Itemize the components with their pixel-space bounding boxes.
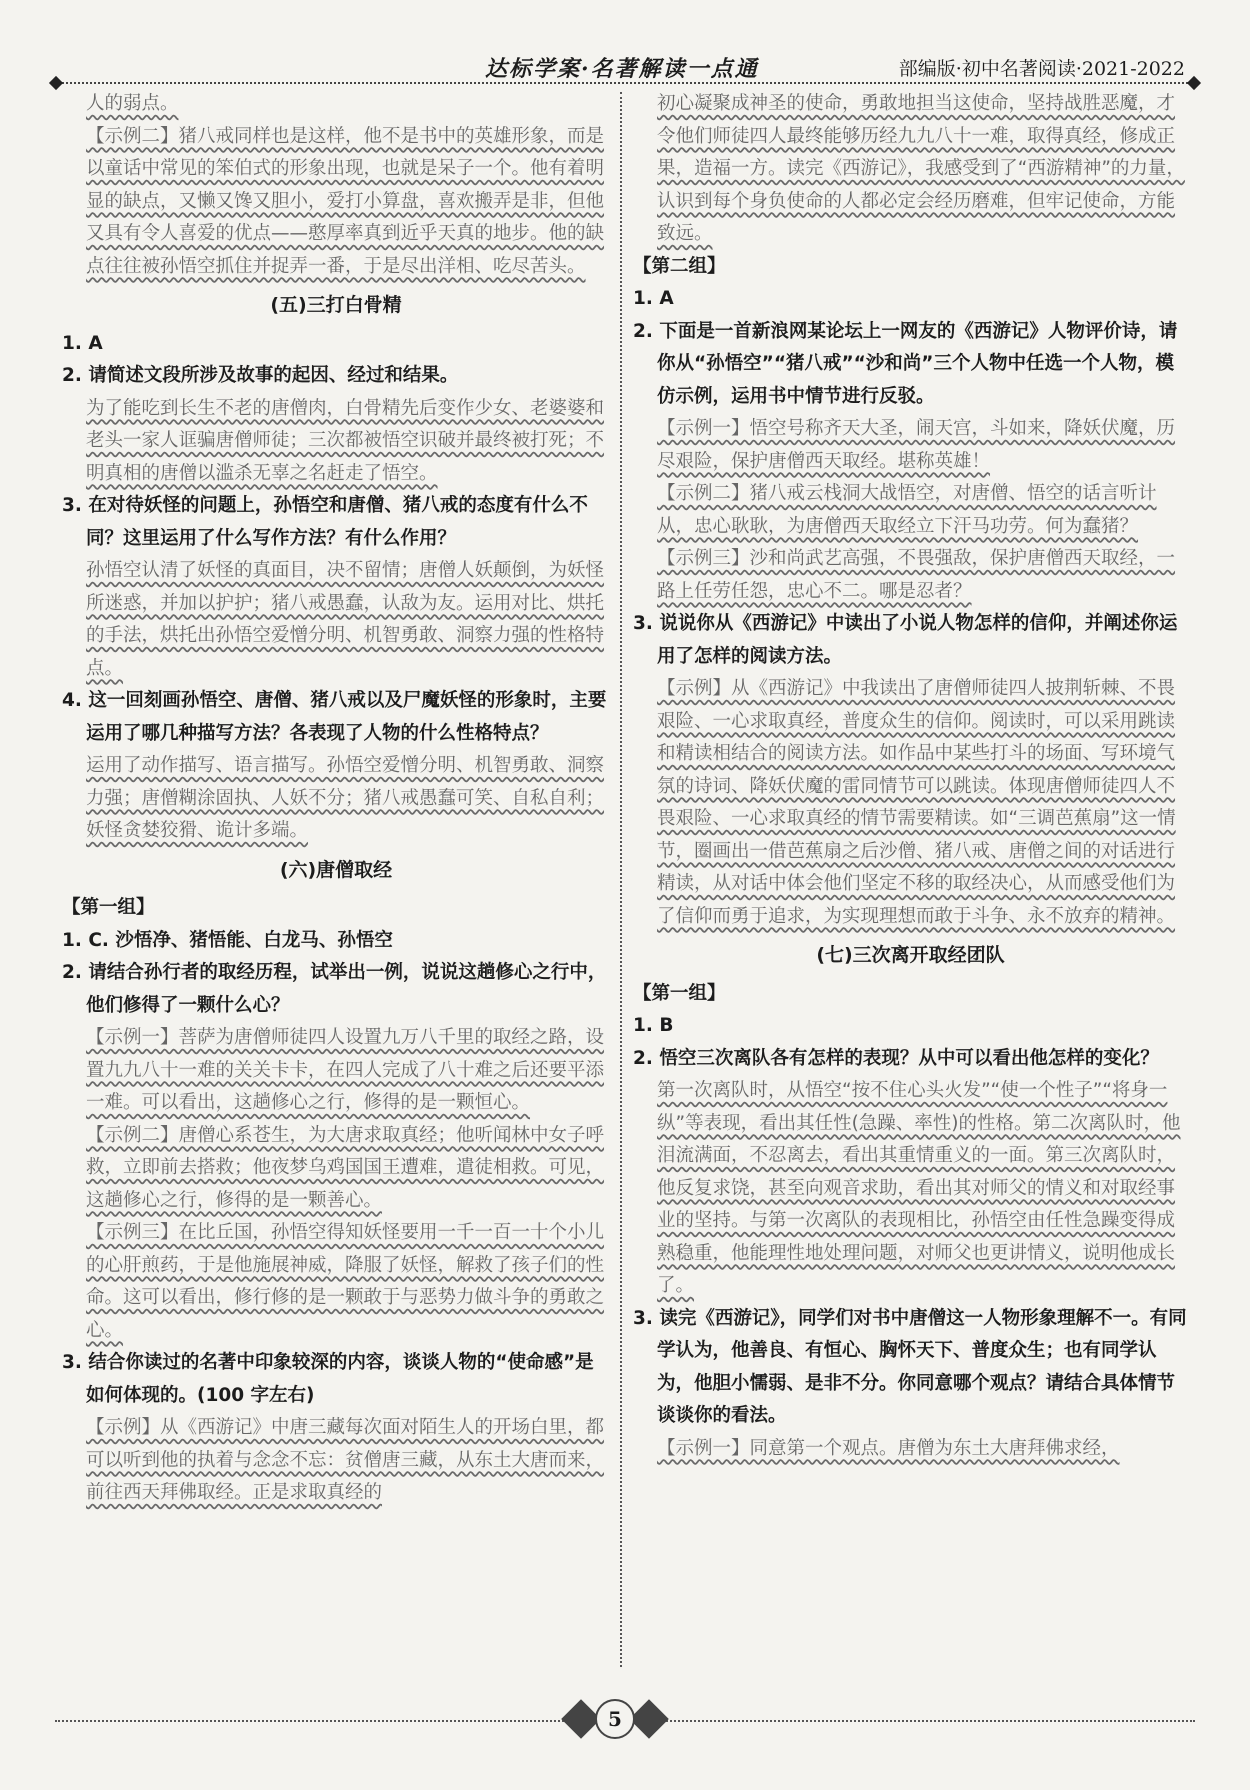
edition-label: 部编版·初中名著阅读·2021-2022 [898,58,1185,80]
question-item: 3. 结合你读过的名著中印象较深的内容，谈谈人物的“使命感”是如何体现的。(100 字左右) [62,1352,594,1406]
section-title: (七)三次离开取经团队 [816,944,1005,966]
question-item: 2. 悟空三次离队各有怎样的表现？从中可以看出他怎样的变化？ [633,1047,1159,1069]
answer-text: 【示例二】猪八戒同样也是这样，他不是书中的英雄形象，而是以童话中常见的笨伯式的形象出现，也就是呆子一个。他有着明显的缺点，又懒又馋又胆小，爱打小算盘，喜欢搬弄是非，但他又具有令人喜爱的优点——憨厚率真到近乎天真的地步。他的缺点往往被孙悟空抓住并捉弄一番，于是尽出洋相、吃尽苦头。 [86,125,605,277]
group-label: 【第一组】 [62,897,155,918]
answer-text: 孙悟空认清了妖怪的真面目，决不留情；唐僧人妖颠倒，为妖怪所迷惑，并加以护护；猪八戒愚蠢，认敌为友。运用对比、烘托的手法，烘托出孙悟空爱憎分明、机智勇敢、洞察力强的性格特点。 [86,560,605,679]
answer-text: 【示例三】沙和尚武艺高强，不畏强敌，保护唐僧西天取经，一路上任劳任怨，忠心不二。哪是忍者？ [657,548,1176,602]
answer-text: 【示例】从《西游记》中唐三藏每次面对陌生人的开场白里，都可以听到他的执着与念念不忘：贫僧唐三藏，从东土大唐而来，前往西天拜佛取经。正是求取真经的 [86,1417,605,1503]
left-column [62,88,610,1510]
answer-text: 【示例一】菩萨为唐僧师徒四人设置九万八千里的取经之路，设置九九八十一难的关关卡卡，在四人完成了八十难之后还要平添一难。可以看出，这趟修心之行，修得的是一颗恒心。 [86,1027,605,1113]
diamond-ornament-icon [629,1699,669,1739]
question-item: 4. 这一回刻画孙悟空、唐僧、猪八戒以及尸魔妖怪的形象时，主要运用了哪几种描写方法？各表现了人物的什么性格特点？ [62,690,607,744]
question-item: 2. 下面是一首新浪网某论坛上一网友的《西游记》人物评价诗，请你从“孙悟空”“猪八戒”“沙和尚”三个人物中任选一个人物，模仿示例，运用书中情节进行反驳。 [633,320,1178,407]
column-divider [620,92,622,1667]
question-item: 1. B [633,1015,674,1036]
answer-text: 初心凝聚成神圣的使命，勇敢地担当这使命，坚持战胜恶魔，才令他们师徒四人最终能够历经九九八十一难，取得真经，修成正果，造福一方。读完《西游记》，我感受到了“西游精神”的力量，认识到每个身负使命的人都必定会经历磨难，但牢记使命，方能致远。 [657,93,1185,244]
question-item: 3. 说说你从《西游记》中读出了小说人物怎样的信仰，并阐述你运用了怎样的阅读方法。 [633,613,1178,667]
right-column [633,88,1188,1465]
answer-text: 为了能吃到长生不老的唐僧肉，白骨精先后变作少女、老婆婆和老头一家人诓骗唐僧师徒；三次都被悟空识破并最终被打死；不明真相的唐僧以滥杀无辜之名赶走了悟空。 [86,397,605,484]
question-item: 3. 在对待妖怪的问题上，孙悟空和唐僧、猪八戒的态度有什么不同？这里运用了什么写作方法？有什么作用？ [62,495,588,549]
question-item: 1. A [62,332,103,354]
answer-text: 第一次离队时，从悟空“按不住心头火发”“使一个性子”“将身一纵”等表现，看出其任性(急躁、率性)的性格。第二次离队时，他泪流满面，不忍离去，看出其重情重义的一面。第三次离队时，他反复求饶，甚至向观音求助，看出其对师父的情义和对取经事业的坚持。与第一次离队的表现相比，孙悟空由任性急躁变得成熟稳重，他能理性地处理问题，对师父也更讲情义，说明他成长了。 [657,1080,1181,1296]
page-number: 5 [595,1699,635,1739]
question-item: 1. C. 沙悟净、猪悟能、白龙马、孙悟空 [62,929,393,951]
question-item: 2. 请结合孙行者的取经历程，试举出一例，说说这趟修心之行中，他们修得了一颗什么心？ [62,962,607,1016]
answer-text: 运用了动作描写、语言描写。孙悟空爱憎分明、机智勇敢、洞察力强；唐僧糊涂固执、人妖不分；猪八戒愚蠢可笑、自私自利；妖怪贪婪狡猾、诡计多端。 [86,755,605,841]
answer-text: 【示例二】猪八戒云栈洞大战悟空，对唐僧、悟空的话言听计从，忠心耿耿，为唐僧西天取经立下汗马功劳。何为蠢猪？ [657,483,1157,537]
question-item: 3. 读完《西游记》，同学们对书中唐僧这一人物形象理解不一。有同学认为，他善良、有恒心、胸怀天下、普度众生；也有同学认为，他胆小懦弱、是非不分。你同意哪个观点？请结合具体情节谈谈你的看法。 [633,1307,1187,1426]
diamond-bullet-icon [1187,76,1201,90]
question-item: 2. 请简述文段所涉及故事的起因、经过和结果。 [62,365,459,386]
answer-text: 【示例一】同意第一个观点。唐僧为东土大唐拜佛求经， [657,1437,1120,1459]
section-title: (五)三打白骨精 [270,294,402,316]
page-number-badge [565,1697,665,1741]
book-series-title: 达标学案·名著解读一点通 [485,56,759,82]
group-label: 【第二组】 [633,255,726,277]
answer-text: 人的弱点。 [86,93,179,114]
page-header [55,50,1195,84]
question-item: 1. A [633,288,674,309]
diamond-bullet-icon [49,76,63,90]
section-title: (六)唐僧取经 [279,858,393,881]
answer-text: 【示例三】在比丘国，孙悟空得知妖怪要用一千一百一十个小儿的心肝煎药，于是他施展神威，降服了妖怪，解救了孩子们的性命。这可以看出，修行修的是一颗敢于与恶势力做斗争的勇敢之心。 [86,1222,605,1341]
group-label: 【第一组】 [633,982,726,1004]
answer-text: 【示例】从《西游记》中我读出了唐僧师徒四人披荆斩棘、不畏艰险、一心求取真经，普度众生的信仰。阅读时，可以采用跳读和精读相结合的阅读方法。如作品中某些打斗的场面、写环境气氛的诗词、降妖伏魔的雷同情节可以跳读。体现唐僧师徒四人不畏艰险、一心求取真经的情节需要精读。如“三调芭蕉扇”这一情节，圈画出一借芭蕉扇之后沙僧、猪八戒、唐僧之间的对话进行精读，从对话中体会他们坚定不移的取经决心，从而感受他们为了信仰而勇于追求，为实现理想而敢于斗争、永不放弃的精神。 [657,678,1176,927]
answer-text: 【示例一】悟空号称齐天大圣，闹天宫，斗如来，降妖伏魔，历尽艰险，保护唐僧西天取经。堪称英雄！ [657,418,1176,472]
answer-text: 【示例二】唐僧心系苍生，为大唐求取真经；他听闻林中女子呼救，立即前去搭救；他夜梦乌鸡国国王遭难，遣徒相救。可见，这趟修心之行，修得的是一颗善心。 [86,1124,605,1211]
